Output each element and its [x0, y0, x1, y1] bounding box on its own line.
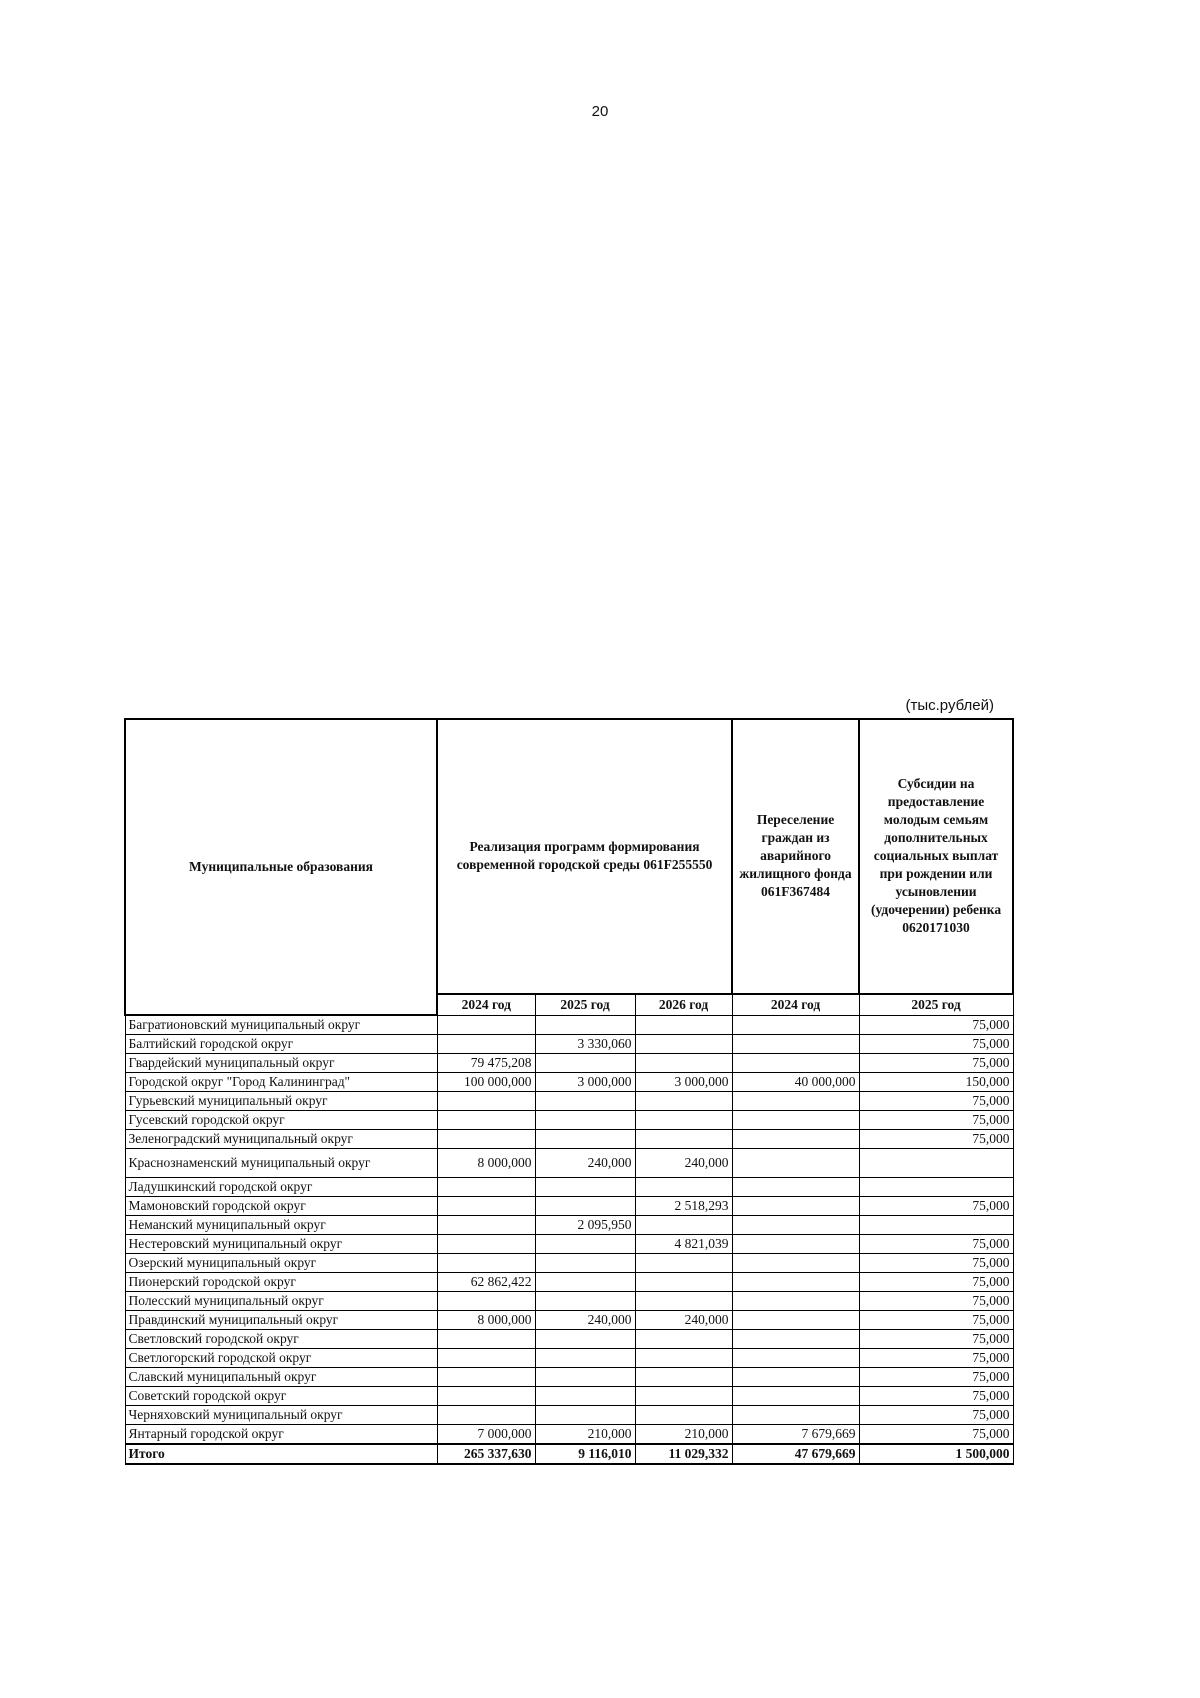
amount-cell — [732, 1330, 859, 1349]
amount-cell — [535, 1368, 635, 1387]
municipality-name: Неманский муниципальный округ — [125, 1216, 437, 1235]
amount-cell — [635, 1368, 732, 1387]
amount-cell: 75,000 — [859, 1273, 1013, 1292]
amount-cell — [635, 1111, 732, 1130]
amount-cell: 240,000 — [535, 1311, 635, 1330]
municipality-name: Пионерский городской округ — [125, 1273, 437, 1292]
table-row — [125, 1292, 1013, 1311]
table-row — [125, 1216, 1013, 1235]
amount-cell — [635, 1292, 732, 1311]
amount-cell — [437, 1092, 535, 1111]
municipality-name: Итого — [125, 1444, 437, 1464]
amount-cell — [535, 1235, 635, 1254]
amount-cell — [732, 1092, 859, 1111]
municipality-name: Славский муниципальный округ — [125, 1368, 437, 1387]
amount-cell — [732, 1111, 859, 1130]
amount-cell — [437, 1130, 535, 1149]
amount-cell — [635, 1092, 732, 1111]
amount-cell — [535, 1273, 635, 1292]
amount-cell: 240,000 — [535, 1149, 635, 1178]
amount-cell: 75,000 — [859, 1054, 1013, 1073]
header-year: 2025 год — [535, 994, 635, 1016]
header-year: 2024 год — [437, 994, 535, 1016]
municipality-name: Советский городской округ — [125, 1387, 437, 1406]
amount-cell: 100 000,000 — [437, 1073, 535, 1092]
amount-cell — [732, 1035, 859, 1054]
municipality-name: Правдинский муниципальный округ — [125, 1311, 437, 1330]
amount-cell — [732, 1235, 859, 1254]
header-resettlement: Переселение граждан из аварийного жилищного фонда 061F367484 — [732, 719, 859, 994]
amount-cell: 11 029,332 — [635, 1444, 732, 1464]
header-year: 2024 год — [732, 994, 859, 1016]
table-row — [125, 1178, 1013, 1197]
amount-cell — [635, 1349, 732, 1368]
amount-cell — [437, 1406, 535, 1425]
amount-cell — [732, 1178, 859, 1197]
amount-cell — [635, 1015, 732, 1035]
municipality-name: Гусевский городской округ — [125, 1111, 437, 1130]
amount-cell — [635, 1178, 732, 1197]
amount-cell — [535, 1130, 635, 1149]
amount-cell — [732, 1273, 859, 1292]
header-young-families: Субсидии на предоставление молодым семьям дополнительных социальных выплат при рождении или усыновлении (удочерении) ребенка 0620171030 — [859, 719, 1013, 994]
table-row — [125, 1073, 1013, 1092]
municipality-name: Балтийский городской округ — [125, 1035, 437, 1054]
amount-cell: 75,000 — [859, 1111, 1013, 1130]
amount-cell — [732, 1015, 859, 1035]
amount-cell — [732, 1149, 859, 1178]
amount-cell: 9 116,010 — [535, 1444, 635, 1464]
header-municipality: Муниципальные образования — [125, 719, 437, 1015]
amount-cell — [535, 1387, 635, 1406]
municipality-name: Гвардейский муниципальный округ — [125, 1054, 437, 1073]
amount-cell — [635, 1273, 732, 1292]
amount-cell — [635, 1035, 732, 1054]
amount-cell — [437, 1349, 535, 1368]
amount-cell — [859, 1178, 1013, 1197]
table-row — [125, 1235, 1013, 1254]
amount-cell: 40 000,000 — [732, 1073, 859, 1092]
municipality-name: Полесский муниципальный округ — [125, 1292, 437, 1311]
amount-cell: 75,000 — [859, 1015, 1013, 1035]
amount-cell — [732, 1349, 859, 1368]
municipality-name: Черняховский муниципальный округ — [125, 1406, 437, 1425]
amount-cell: 210,000 — [635, 1425, 732, 1445]
amount-cell: 3 000,000 — [635, 1073, 732, 1092]
amount-cell — [437, 1197, 535, 1216]
municipality-name: Краснознаменский муниципальный округ — [125, 1149, 437, 1178]
amount-cell — [732, 1292, 859, 1311]
amount-cell — [859, 1216, 1013, 1235]
amount-cell: 75,000 — [859, 1130, 1013, 1149]
amount-cell: 7 679,669 — [732, 1425, 859, 1445]
amount-cell: 75,000 — [859, 1330, 1013, 1349]
header-urban-environment: Реализация программ формирования современной городской среды 061F255550 — [437, 719, 732, 994]
units-label: (тыс.рублей) — [905, 697, 994, 714]
table-row — [125, 1330, 1013, 1349]
amount-cell — [437, 1368, 535, 1387]
amount-cell — [732, 1387, 859, 1406]
amount-cell: 75,000 — [859, 1425, 1013, 1445]
amount-cell — [732, 1197, 859, 1216]
amount-cell — [732, 1254, 859, 1273]
amount-cell — [732, 1054, 859, 1073]
table-row — [125, 1035, 1013, 1054]
amount-cell — [859, 1149, 1013, 1178]
amount-cell — [635, 1387, 732, 1406]
amount-cell — [437, 1235, 535, 1254]
amount-cell — [635, 1330, 732, 1349]
table-row — [125, 1054, 1013, 1073]
amount-cell — [437, 1111, 535, 1130]
amount-cell — [732, 1216, 859, 1235]
amount-cell — [732, 1368, 859, 1387]
amount-cell: 4 821,039 — [635, 1235, 732, 1254]
amount-cell — [535, 1197, 635, 1216]
table-row — [125, 1092, 1013, 1111]
amount-cell: 47 679,669 — [732, 1444, 859, 1464]
amount-cell: 75,000 — [859, 1368, 1013, 1387]
municipality-name: Багратионовский муниципальный округ — [125, 1015, 437, 1035]
amount-cell: 240,000 — [635, 1149, 732, 1178]
amount-cell: 2 518,293 — [635, 1197, 732, 1216]
amount-cell — [535, 1054, 635, 1073]
municipality-name: Светлогорский городской округ — [125, 1349, 437, 1368]
municipality-name: Светловский городской округ — [125, 1330, 437, 1349]
amount-cell — [437, 1330, 535, 1349]
amount-cell — [635, 1406, 732, 1425]
amount-cell — [535, 1349, 635, 1368]
amount-cell: 75,000 — [859, 1254, 1013, 1273]
amount-cell — [535, 1178, 635, 1197]
amount-cell — [635, 1216, 732, 1235]
header-year: 2026 год — [635, 994, 732, 1016]
amount-cell: 150,000 — [859, 1073, 1013, 1092]
amount-cell: 8 000,000 — [437, 1149, 535, 1178]
amount-cell: 75,000 — [859, 1197, 1013, 1216]
amount-cell — [437, 1254, 535, 1273]
amount-cell: 7 000,000 — [437, 1425, 535, 1445]
amount-cell — [437, 1178, 535, 1197]
amount-cell — [535, 1292, 635, 1311]
amount-cell — [635, 1254, 732, 1273]
table-row — [125, 1015, 1013, 1035]
table-row — [125, 1406, 1013, 1425]
amount-cell: 75,000 — [859, 1349, 1013, 1368]
municipality-name: Нестеровский муниципальный округ — [125, 1235, 437, 1254]
municipality-name: Мамоновский городской округ — [125, 1197, 437, 1216]
amount-cell — [535, 1406, 635, 1425]
amount-cell: 210,000 — [535, 1425, 635, 1445]
header-year: 2025 год — [859, 994, 1013, 1016]
amount-cell: 75,000 — [859, 1387, 1013, 1406]
amount-cell: 75,000 — [859, 1311, 1013, 1330]
table-row — [125, 1368, 1013, 1387]
municipality-name: Озерский муниципальный округ — [125, 1254, 437, 1273]
amount-cell — [535, 1092, 635, 1111]
amount-cell: 1 500,000 — [859, 1444, 1013, 1464]
amount-cell — [535, 1330, 635, 1349]
table-row — [125, 1197, 1013, 1216]
amount-cell — [437, 1216, 535, 1235]
table-row — [125, 1130, 1013, 1149]
table-row — [125, 1425, 1013, 1445]
amount-cell — [535, 1015, 635, 1035]
amount-cell — [437, 1387, 535, 1406]
amount-cell — [437, 1015, 535, 1035]
amount-cell: 75,000 — [859, 1092, 1013, 1111]
table-row — [125, 1273, 1013, 1292]
table-row — [125, 1149, 1013, 1178]
page-number: 20 — [591, 103, 609, 120]
amount-cell — [732, 1130, 859, 1149]
amount-cell — [732, 1311, 859, 1330]
amount-cell: 2 095,950 — [535, 1216, 635, 1235]
amount-cell: 75,000 — [859, 1406, 1013, 1425]
amount-cell — [732, 1406, 859, 1425]
amount-cell: 240,000 — [635, 1311, 732, 1330]
amount-cell — [437, 1292, 535, 1311]
amount-cell — [635, 1130, 732, 1149]
amount-cell — [437, 1035, 535, 1054]
table-row — [125, 1349, 1013, 1368]
budget-table — [124, 718, 1014, 1465]
amount-cell: 75,000 — [859, 1292, 1013, 1311]
table-row — [125, 1111, 1013, 1130]
amount-cell: 3 000,000 — [535, 1073, 635, 1092]
amount-cell: 79 475,208 — [437, 1054, 535, 1073]
amount-cell: 62 862,422 — [437, 1273, 535, 1292]
table-row — [125, 1387, 1013, 1406]
amount-cell: 3 330,060 — [535, 1035, 635, 1054]
table-row — [125, 1254, 1013, 1273]
amount-cell: 75,000 — [859, 1035, 1013, 1054]
amount-cell: 75,000 — [859, 1235, 1013, 1254]
amount-cell: 265 337,630 — [437, 1444, 535, 1464]
total-row — [125, 1444, 1013, 1464]
municipality-name: Ладушкинский городской округ — [125, 1178, 437, 1197]
amount-cell — [635, 1054, 732, 1073]
amount-cell: 8 000,000 — [437, 1311, 535, 1330]
amount-cell — [535, 1254, 635, 1273]
municipality-name: Городской округ "Город Калининград" — [125, 1073, 437, 1092]
amount-cell — [535, 1111, 635, 1130]
municipality-name: Зеленоградский муниципальный округ — [125, 1130, 437, 1149]
municipality-name: Янтарный городской округ — [125, 1425, 437, 1445]
table-row — [125, 1311, 1013, 1330]
municipality-name: Гурьевский муниципальный округ — [125, 1092, 437, 1111]
